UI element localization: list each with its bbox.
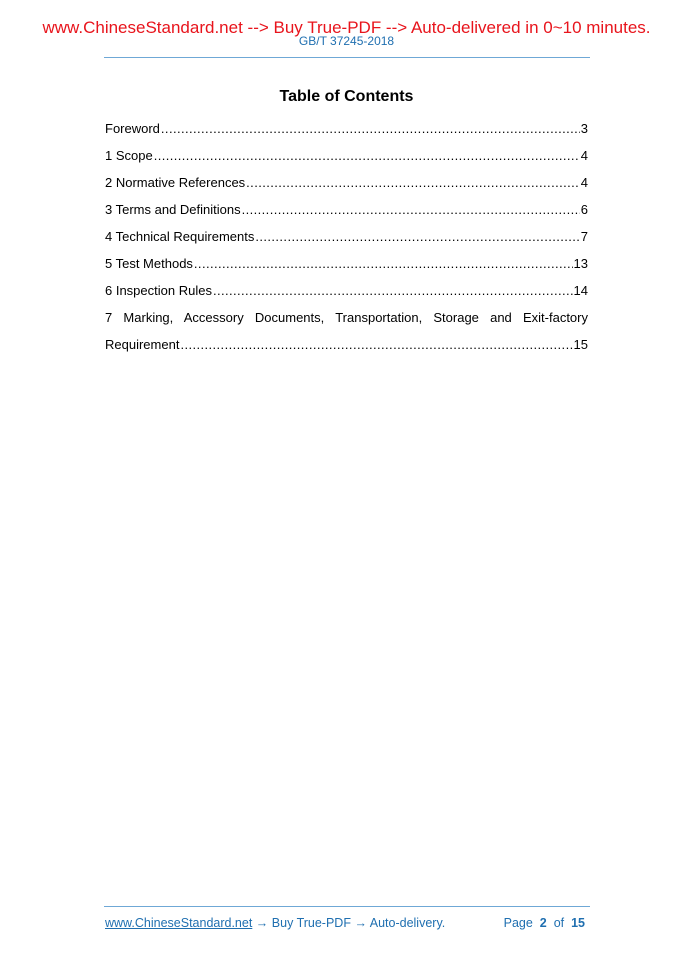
toc-entry-page: 4 bbox=[580, 148, 588, 163]
table-of-contents bbox=[105, 120, 588, 363]
toc-leader-dots bbox=[161, 120, 580, 137]
toc-entry-page: 6 bbox=[580, 202, 588, 217]
page-label: Page bbox=[503, 916, 533, 930]
toc-leader-dots bbox=[246, 174, 580, 191]
toc-entry-marking[interactable] bbox=[105, 336, 588, 363]
arrow-right-icon: → bbox=[354, 916, 367, 930]
toc-entry-foreword[interactable] bbox=[105, 120, 588, 147]
page-number bbox=[504, 915, 585, 931]
footer-promo bbox=[105, 915, 445, 931]
page-total: 15 bbox=[571, 916, 585, 930]
toc-entry-technical-requirements[interactable] bbox=[105, 228, 588, 255]
toc-leader-dots bbox=[154, 147, 580, 164]
promo-banner[interactable]: www.ChineseStandard.net --> Buy True-PDF --> Auto-delivered in 0~10 minutes. bbox=[42, 18, 651, 37]
toc-leader-dots bbox=[242, 201, 580, 218]
toc-entry-label: 1 Scope bbox=[105, 148, 153, 163]
toc-entry-label: 5 Test Methods bbox=[105, 256, 193, 271]
toc-entry-label: 6 Inspection Rules bbox=[105, 283, 212, 298]
toc-leader-dots bbox=[213, 282, 573, 299]
toc-entry-terms-definitions[interactable] bbox=[105, 201, 588, 228]
page-of: of bbox=[553, 916, 565, 930]
toc-entry-label: Requirement bbox=[105, 337, 180, 352]
page-current: 2 bbox=[539, 916, 547, 930]
toc-entry-scope[interactable] bbox=[105, 147, 588, 174]
header-divider bbox=[104, 57, 590, 58]
toc-title: Table of Contents bbox=[279, 88, 414, 105]
footer-buy-text: Buy True-PDF bbox=[271, 916, 351, 930]
toc-leader-dots bbox=[194, 255, 573, 272]
toc-leader-dots bbox=[255, 228, 579, 245]
arrow-right-icon: → bbox=[255, 916, 269, 930]
footer-divider bbox=[104, 906, 590, 907]
toc-entry-marking-line1[interactable]: 7 Marking, Accessory Documents, Transportation, Storage and Exit-factory bbox=[105, 310, 588, 325]
toc-entry-page: 4 bbox=[580, 175, 588, 190]
toc-entry-label: 4 Technical Requirements bbox=[105, 229, 255, 244]
toc-entry-label: 3 Terms and Definitions bbox=[105, 202, 241, 217]
toc-entry-page: 7 bbox=[580, 229, 588, 244]
standard-code: GB/T 37245-2018 bbox=[298, 34, 395, 48]
footer-site-link[interactable]: www.ChineseStandard.net bbox=[105, 916, 253, 930]
toc-entry-page: 15 bbox=[573, 337, 588, 352]
toc-entry-test-methods[interactable] bbox=[105, 255, 588, 282]
toc-entry-page: 14 bbox=[573, 283, 588, 298]
toc-entry-label: Foreword bbox=[105, 121, 160, 136]
footer-delivery-text: Auto-delivery. bbox=[369, 916, 446, 930]
toc-entry-label: 2 Normative References bbox=[105, 175, 246, 190]
toc-entry-inspection-rules[interactable] bbox=[105, 282, 588, 309]
toc-entry-page: 3 bbox=[580, 121, 588, 136]
toc-entry-page: 13 bbox=[573, 256, 588, 271]
toc-leader-dots bbox=[180, 336, 572, 353]
toc-entry-normative-references[interactable] bbox=[105, 174, 588, 201]
